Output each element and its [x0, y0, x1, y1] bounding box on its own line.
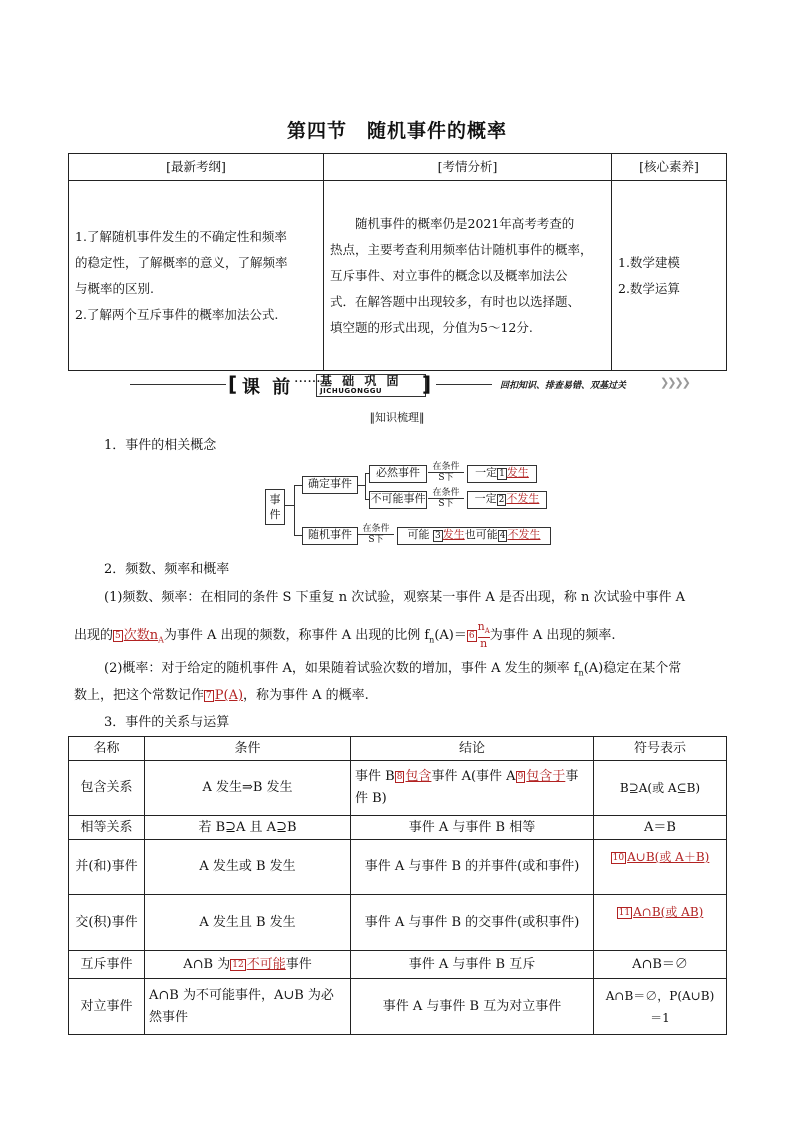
item3-heading: 3．事件的关系与运算 — [104, 715, 230, 730]
result-certain: 一定 1 发生 — [467, 465, 537, 483]
header-syllabus: [最新考纲] — [69, 154, 324, 181]
para1-line1: (1)频数、频率：在相同的条件 S 下重复 n 次试验，观察某一事件 A 是否出现，称 n 次试验中事件 A — [104, 590, 686, 605]
th-conclusion: 结论 — [351, 737, 594, 761]
analysis-cell: 随机事件的概率仍是2021年高考考查的 热点，主要考查利用频率估计随机事件的概率， 互斥事件、对立事件的概念以及概率加法公 式．在解答题中出现较多，有时也以选择题、 填空题的形式出现，分值为5～12分. — [324, 181, 612, 371]
certain-group-box: 确定事件 — [302, 476, 358, 494]
para1-line2: 出现的 5 次数$n_A$为事件 A 出现的频数，称事件 A 出现的比例 $f_n(A)= 6$ $\frac{n_A}{n}$ 为事件 A 出现的频率. — [74, 620, 616, 651]
header-literacy: [核心素养] — [612, 154, 727, 181]
para2-line1: (2)概率：对于给定的随机事件 A，如果随着试验次数的增加，事件 A 发生的频率 $f_n(A)$稳定在某个常 — [104, 661, 682, 678]
syllabus-cell: 1.了解随机事件发生的不确定性和频率 的稳定性，了解概率的意义，了解频率 与概率的区别. 2.了解两个互斥事件的概率加法公式. — [69, 181, 324, 371]
para2-line2: 数上，把这个常数记作 7 P(A)，称为事件 A 的概率. — [74, 688, 369, 703]
banner-tagline: 回扣知识、排查易错、双基过关 — [500, 381, 627, 391]
banner-main: 课 前 — [242, 377, 294, 398]
banner-rule-right — [436, 384, 492, 385]
event-concept-diagram: 事 件 确定事件 随机事件 必然事件 不可能事件 在条件 S下 在条件 S下 在条件 S下 一定 1 发生 一定 2 不发生 可能 3 发生也可能 4 不发生 — [264, 460, 564, 550]
random-event-box: 随机事件 — [302, 527, 358, 545]
page-title: 第四节 随机事件的概率 — [286, 120, 507, 142]
result-impossible: 一定 2 不发生 — [467, 491, 547, 509]
table-row: 相等关系 若 B⊇A 且 A⊇B 事件 A 与事件 B 相等 A＝B — [69, 816, 727, 840]
banner-pinyin: JICHUGONGGU — [320, 387, 383, 395]
overview-table — [68, 153, 727, 371]
subheading: ‖知识梳理‖ — [369, 411, 425, 424]
th-symbol: 符号表示 — [594, 737, 727, 761]
literacy-cell: 1.数学建模 2.数学运算 — [612, 181, 727, 371]
th-name: 名称 — [69, 737, 145, 761]
table-row: 交(积)事件 A 发生且 B 发生 事件 A 与事件 B 的交事件(或积事件) 11 A∩B(或 AB) — [69, 895, 727, 951]
table-row: 对立事件 A∩B 为不可能事件，A∪B 为必 然事件 事件 A 与事件 B 互为对立事件 A∩B＝∅，P(A∪B) ＝1 — [69, 979, 727, 1035]
item2-heading: 2．频数、频率和概率 — [104, 562, 230, 577]
result-random: 可能 3 发生也可能 4 不发生 — [397, 527, 551, 545]
relations-table — [68, 736, 727, 1035]
chevrons-icon: ❯❯❯❯ — [660, 376, 689, 389]
table-row: 并(和)事件 A 发生或 B 发生 事件 A 与事件 B 的并事件(或和事件) 10 A∪B(或 A＋B) — [69, 840, 727, 895]
header-analysis: [考情分析] — [324, 154, 612, 181]
banner-rule-left — [130, 384, 226, 385]
table-row: 互斥事件 A∩B 为 12 不可能事件 事件 A 与事件 B 互斥 A∩B＝∅ — [69, 951, 727, 979]
section-banner: [ 课 前 ······ 基 础 巩 固 JICHUGONGGU ] 回扣知识、排查易错、双基过关 ❯❯❯❯ — [130, 372, 690, 398]
certain-event-box: 必然事件 — [369, 465, 427, 483]
impossible-event-box: 不可能事件 — [369, 491, 427, 509]
banner-sub: 基 础 巩 固 — [320, 374, 402, 388]
table-row: 包含关系 A 发生⇒B 发生 事件 B 8 包含事件 A(事件 A 9 包含于事 件 B) B⊇A(或 A⊆B) — [69, 761, 727, 816]
th-condition: 条件 — [145, 737, 351, 761]
diagram-root: 事 件 — [265, 489, 285, 525]
item1-heading: 1．事件的相关概念 — [104, 438, 217, 453]
